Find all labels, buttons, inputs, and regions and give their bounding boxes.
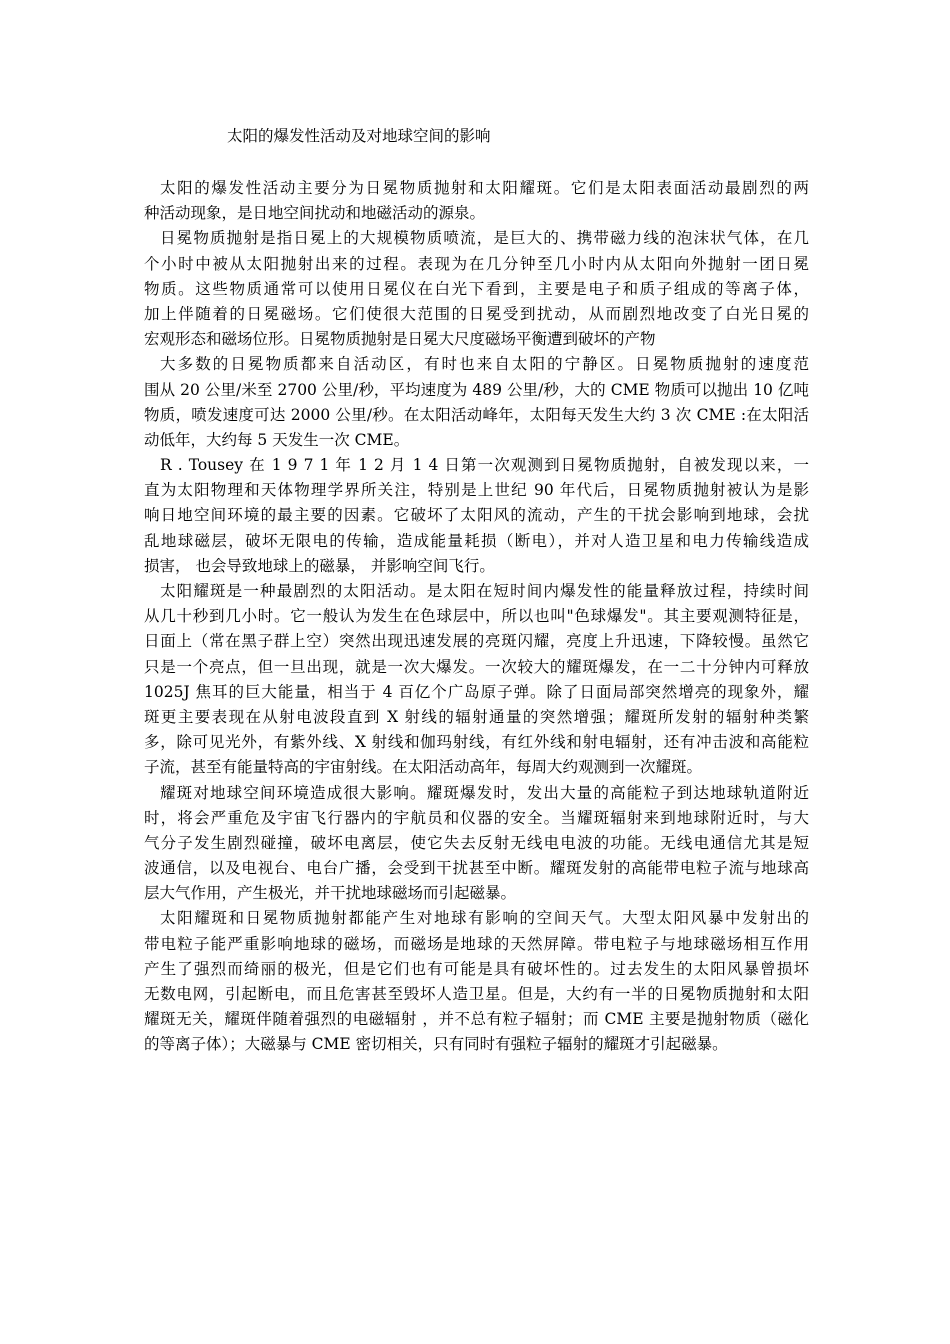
text-line: 动低年，大约每 5 天发生一次 CME。 bbox=[144, 430, 410, 449]
text-line: 大多数的日冕物质都来自活动区，有时也来自太阳的宁静区。日冕物质抛射的速度范 bbox=[160, 355, 809, 374]
paragraph-intro bbox=[144, 176, 809, 226]
text-line: 带电粒子能严重影响地球的磁场，而磁场是地球的天然屏障。带电粒子与地球磁场相互作用 bbox=[144, 934, 809, 953]
text-line: 的等离子体）；大磁暴与 CME 密切相关，只有同时有强粒子辐射的耀斑才引起磁暴。 bbox=[144, 1035, 728, 1054]
text-line: 产生了强烈而绮丽的极光，但是它们也有可能是具有破坏性的。过去发生的太阳风暴曾损坏 bbox=[144, 959, 809, 978]
paragraph-flare-impact bbox=[144, 781, 809, 907]
text-line: 无数电网，引起断电，而且危害甚至毁坏人造卫星。但是，大约有一半的日冕物质抛射和太阳 bbox=[144, 985, 809, 1003]
text-line: 加上伴随着的日冕磁场。它们使很大范围的日冕受到扰动，从而剧烈地改变了白光日冕的 bbox=[144, 304, 809, 323]
text-line: 围从 20 公里/米至 2700 公里/秒，平均速度为 489 公里/秒，大的 CME 物质可以抛出 10 亿吨 bbox=[144, 380, 809, 399]
text-line: 多，除可见光外，有紫外线、X 射线和伽玛射线，有红外线和射电辐射，还有冲击波和高能粒 bbox=[144, 733, 809, 752]
text-line: 日冕物质抛射是指日冕上的大规模物质喷流，是巨大的、携带磁力线的泡沫状气体，在几 bbox=[160, 229, 809, 248]
text-line: 从几十秒到几小时。它一般认为发生在色球层中，所以也叫"色球爆发"。其主要观测特征是， bbox=[144, 607, 809, 626]
text-line: 耀斑对地球空间环境造成很大影响。耀斑爆发时，发出大量的高能粒子到达地球轨道附近 bbox=[160, 783, 809, 802]
text-line: 日面上（常在黑子群上空）突然出现迅速发展的亮斑闪耀，亮度上升迅速，下降较慢。虽然它 bbox=[144, 632, 809, 651]
paragraph-cme-definition bbox=[144, 226, 809, 352]
text-line: 太阳耀斑是一种最剧烈的太阳活动。是太阳在短时间内爆发性的能量释放过程，持续时间 bbox=[160, 582, 809, 600]
text-line: 太阳的爆发性活动主要分为日冕物质抛射和太阳耀斑。它们是太阳表面活动最剧烈的两 bbox=[160, 179, 809, 197]
text-line: 物质。这些物质通常可以使用日冕仪在白光下看到，主要是电子和质子组成的等离子体， bbox=[144, 279, 809, 298]
paragraph-cme-history bbox=[144, 453, 809, 579]
text-line: 气分子发生剧烈碰撞，破坏电离层，使它失去反射无线电电波的功能。无线电通信尤其是短 bbox=[144, 833, 809, 852]
paragraph-cme-speed bbox=[144, 352, 809, 453]
text-line: 时，将会严重危及宇宙飞行器内的宇航员和仪器的安全。当耀斑辐射来到地球附近时，与大 bbox=[144, 808, 809, 827]
document-body bbox=[144, 176, 809, 1058]
text-line: 斑更主要表现在从射电波段直到 X 射线的辐射通量的突然增强；耀斑所发射的辐射种类繁 bbox=[144, 707, 809, 726]
text-line: 直为太阳物理和天体物理学界所关注，特别是上世纪 90 年代后，日冕物质抛射被认为是影 bbox=[144, 481, 809, 500]
text-line: 损害， 也会导致地球上的磁暴， 并影响空间飞行。 bbox=[144, 556, 495, 575]
text-line: 波通信，以及电视台、电台广播，会受到干扰甚至中断。耀斑发射的高能带电粒子流与地球高 bbox=[144, 859, 809, 878]
text-line: 太阳耀斑和日冕物质抛射都能产生对地球有影响的空间天气。大型太阳风暴中发射出的 bbox=[160, 909, 809, 928]
text-line: 只是一个亮点，但一旦出现，就是一次大爆发。一次较大的耀斑爆发，在一二十分钟内可释放 bbox=[144, 657, 809, 676]
text-line: 耀斑无关，耀斑伴随着强烈的电磁辐射 ，并不总有粒子辐射；而 CME 主要是抛射物质（磁化 bbox=[144, 1010, 809, 1029]
text-line: R . Tousey 在 1 9 7 1 年 1 2 月 1 4 日第一次观测到日冕物质抛射，自被发现以来，一 bbox=[160, 456, 809, 475]
text-line: 层大气作用，产生极光，并干扰地球磁场而引起磁暴。 bbox=[144, 884, 517, 903]
paragraph-space-weather bbox=[144, 906, 809, 1057]
text-line: 宏观形态和磁场位形。日冕物质抛射是日冕大尺度磁场平衡遭到破坏的产物 bbox=[144, 330, 656, 349]
text-line: 种活动现象，是日地空间扰动和地磁活动的源泉。 bbox=[144, 204, 486, 223]
paragraph-solar-flare bbox=[144, 579, 809, 781]
text-line: 响日地空间环境的最主要的因素。它破坏了太阳风的流动，产生的干扰会影响到地球，会扰 bbox=[144, 506, 809, 525]
text-line: 物质，喷发速度可达 2000 公里/秒。在太阳活动峰年，太阳每天发生大约 3 次 CME :在太阳活 bbox=[144, 405, 809, 424]
text-line: 个小时中被从太阳抛射出来的过程。表现为在几分钟至几小时内从太阳向外抛射一团日冕 bbox=[144, 254, 809, 273]
text-line: 子流，甚至有能量特高的宇宙射线。在太阳活动高年，每周大约观测到一次耀斑。 bbox=[144, 758, 703, 777]
text-line: 乱地球磁层，破坏无限电的传输，造成能量耗损（断电），并对人造卫星和电力传输线造成 bbox=[144, 531, 809, 550]
document-title: 太阳的爆发性活动及对地球空间的影响 bbox=[227, 127, 491, 145]
text-line: 1025J 焦耳的巨大能量，相当于 4 百亿个广岛原子弹。除了日面局部突然增亮的现象外，耀 bbox=[144, 682, 809, 701]
